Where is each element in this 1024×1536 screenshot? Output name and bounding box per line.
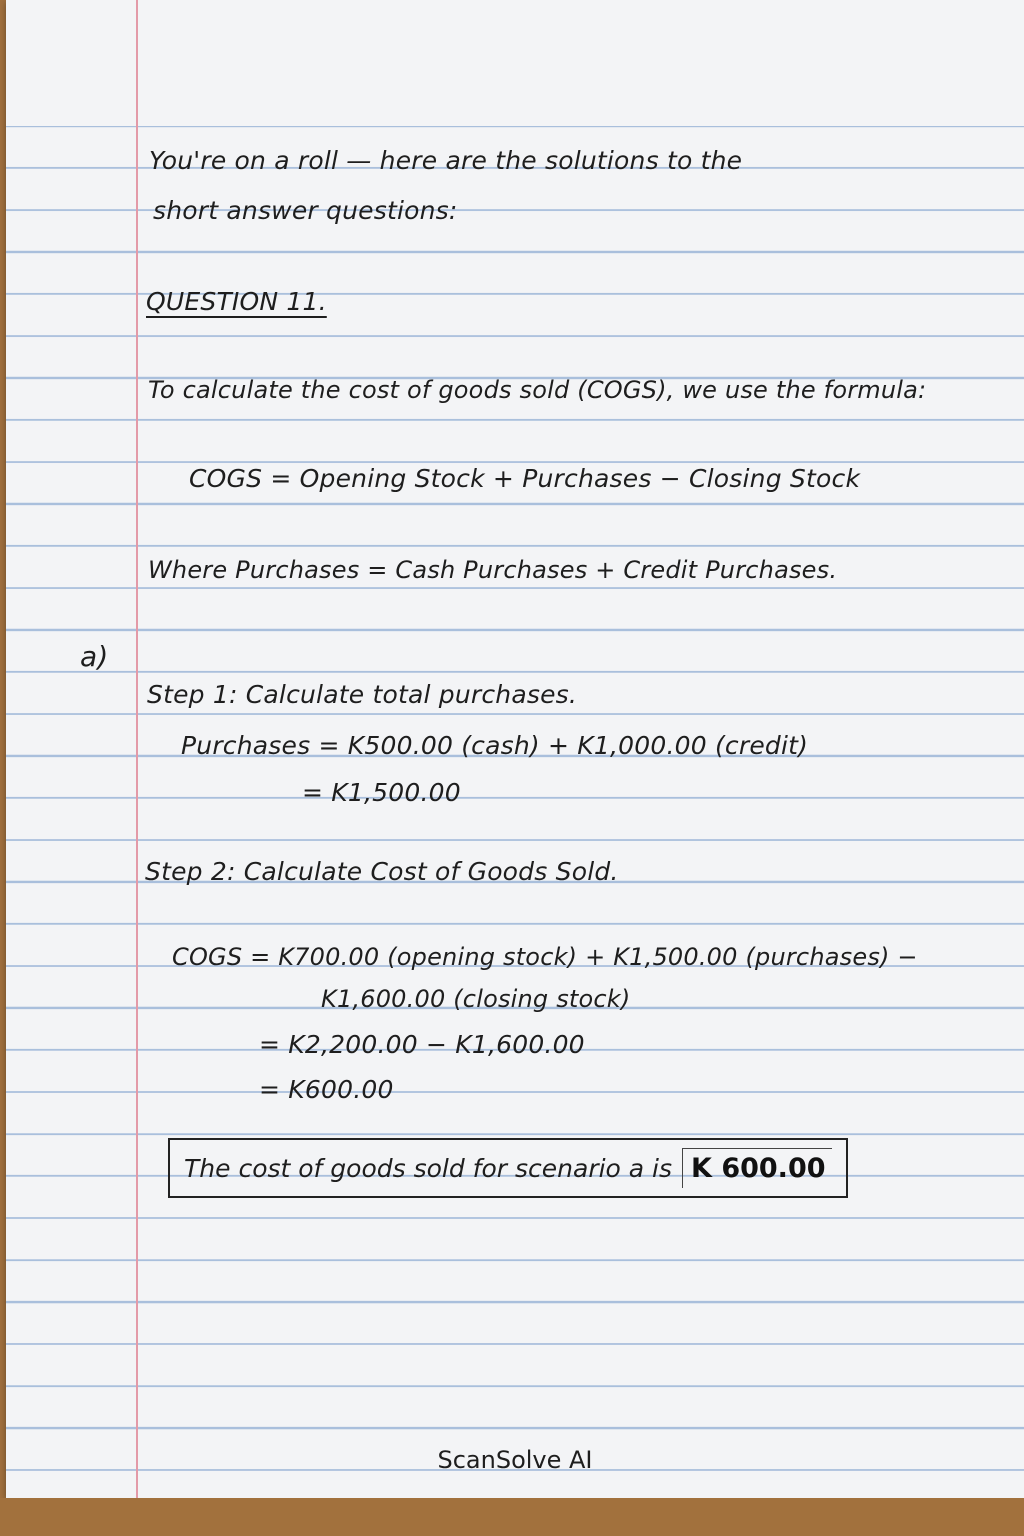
intro-line-2: short answer questions:	[153, 196, 458, 225]
answer-value: K 600.00	[682, 1148, 832, 1188]
cogs-formula: COGS = Opening Stock + Purchases − Closing Stock	[189, 464, 861, 493]
question-heading: QUESTION 11.	[146, 287, 327, 316]
step1-title: Step 1: Calculate total purchases.	[147, 680, 578, 709]
step1-line-1: Purchases = K500.00 (cash) + K1,000.00 (credit)	[181, 731, 809, 760]
brand-footer: ScanSolve AI	[437, 1446, 593, 1474]
answer-statement: The cost of goods sold for scenario a is	[184, 1154, 673, 1183]
step2-line-2: K1,600.00 (closing stock)	[321, 985, 631, 1013]
intro-line-1: You're on a roll — here are the solutions to the	[149, 146, 743, 175]
answer-box	[168, 1138, 848, 1198]
desk-surface	[0, 1498, 1024, 1536]
step2-line-3: = K2,200.00 − K1,600.00	[259, 1030, 585, 1059]
purchases-definition: Where Purchases = Cash Purchases + Credit Purchases.	[148, 556, 838, 584]
step1-line-2: = K1,500.00	[302, 778, 461, 807]
step2-line-4: = K600.00	[259, 1075, 394, 1104]
notebook-page	[6, 0, 1024, 1498]
step2-title: Step 2: Calculate Cost of Goods Sold.	[145, 857, 619, 886]
step2-line-1: COGS = K700.00 (opening stock) + K1,500.00 (purchases) −	[172, 943, 918, 971]
part-a-label: a)	[80, 640, 109, 673]
margin-line	[136, 0, 138, 1498]
formula-intro: To calculate the cost of goods sold (COGS), we use the formula:	[148, 376, 927, 404]
